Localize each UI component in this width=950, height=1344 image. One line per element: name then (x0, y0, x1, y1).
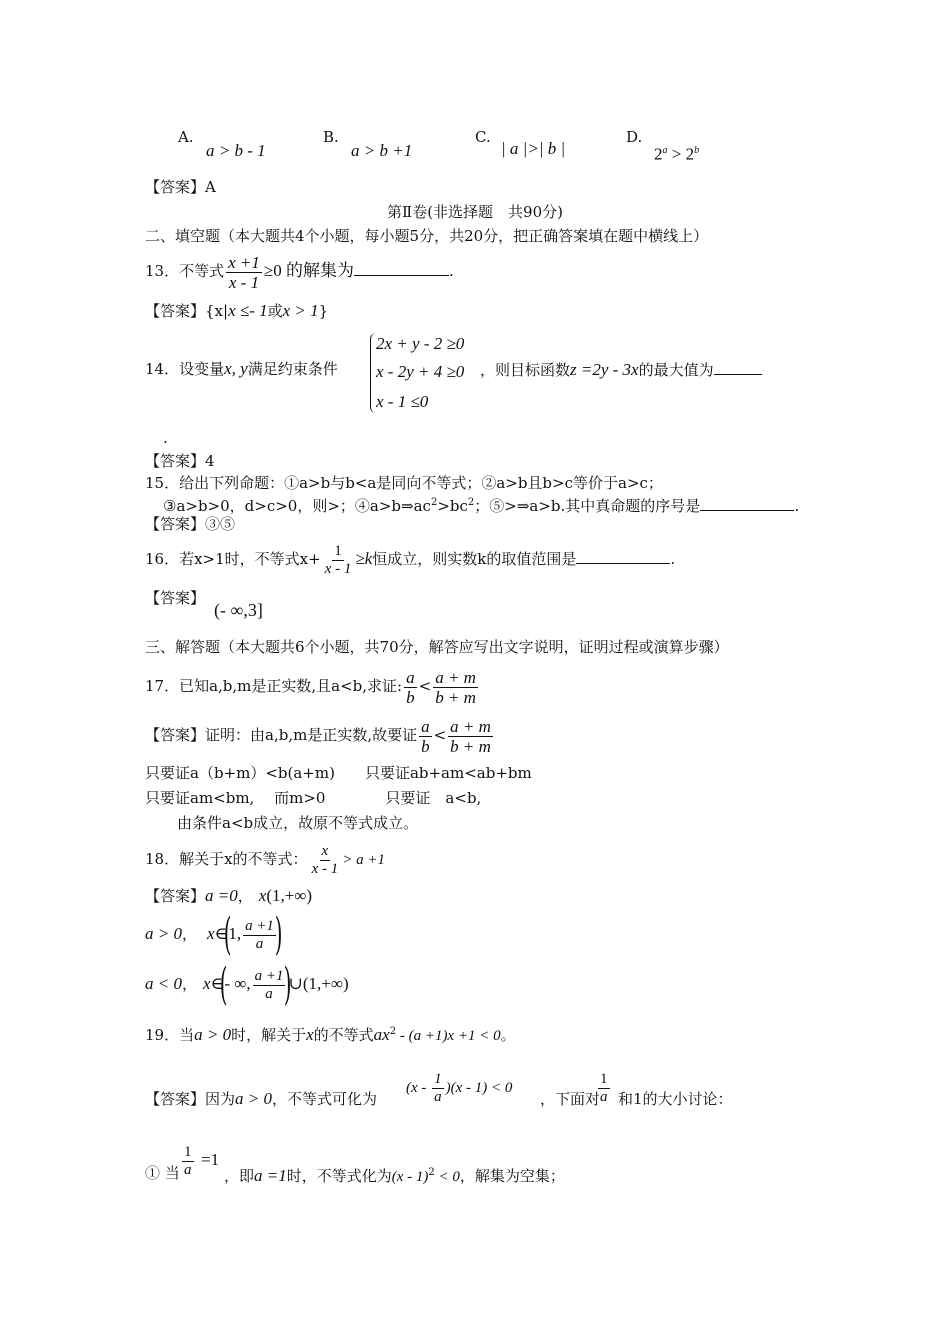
question-18: 18．解关于x的不等式： $\frac{x}{x - 1}$ > a +1 (145, 842, 385, 877)
q19-case1-text: ，即a =1时，不等式化为(x - 1)$^2$ < 0，解集为空集； (224, 1166, 565, 1185)
option-d-expr: $2^a > 2^b$ (654, 144, 700, 164)
q19-next: ，下面对 (540, 1090, 601, 1108)
q17-proof-line3: 只要证am<bm, 而m>0 只要证 a<b, (145, 789, 482, 807)
part-two-title: 第Ⅱ卷(非选择题 共90分) (387, 203, 563, 221)
q17-proof-line2: 只要证a（b+m）<b(a+m) 只要证ab+am<ab+bm (145, 764, 532, 782)
q16-answer-tag: 【答案】 (145, 589, 206, 607)
q19-fraction-1-over-a: $\frac{1}{a}$ (600, 1070, 608, 1105)
question-15-line1: 15．给出下列命题：①a>b与b<a是同向不等式；②a>b且b>c等价于a>c； (145, 474, 663, 492)
section-two-heading: 二、填空题（本大题共4个小题，每小题5分，共20分，把正确答案填在题中横线上） (145, 227, 709, 245)
constraint-2: x - 2y + 4 ≥0 (376, 362, 465, 381)
q13-answer: 【答案】{x|x ≤- 1或x > 1} (145, 301, 329, 320)
q16-answer: (- ∞,3] (214, 600, 263, 620)
option-b-expr: a > b +1 (351, 141, 413, 160)
question-19: 19．当a > 0时，解关于x的不等式$ax^2 - (a +1)x +1 < 0$。 (145, 1025, 516, 1044)
option-a-label: A. (178, 128, 194, 146)
q14-answer: 【答案】4 (145, 452, 215, 470)
option-b-label: B. (323, 128, 339, 146)
q19-discuss: 和1的大小讨论： (618, 1090, 733, 1108)
q19-factored-ineq: (x - $\frac{1}{a}$ )(x - 1) < 0 (406, 1071, 513, 1106)
q18-answer-line3: a < 0， x∈(- ∞, $\frac{a +1}{a}$ )∪(1,+∞) (145, 959, 349, 1010)
answer-blank (576, 548, 670, 564)
constraint-3: x - 1 ≤0 (376, 392, 429, 411)
answer-blank (700, 495, 794, 511)
question-14-tail: ，则目标函数z =2y - 3x的最大值为 (480, 359, 762, 380)
q19-case1-label: ① 当 (145, 1164, 180, 1182)
constraint-1: 2x + y - 2 ≥0 (376, 334, 465, 353)
option-d-label: D. (626, 128, 643, 146)
q17-proof-line4: 由条件a<b成立，故原不等式成立。 (177, 814, 419, 832)
question-14-stem: 14．设变量x, y满足约束条件 (145, 359, 338, 378)
q18-answer-line2: a > 0， x∈(1, $\frac{a +1}{a}$ ) (145, 909, 283, 960)
q17-answer: 【答案】证明：由a,b,m是正实数,故要证 $\frac{a}{b}$ < $\frac{a + m}{b + m}$ (145, 716, 491, 756)
q19-case1-frac: $\frac{1}{a}$ (184, 1143, 192, 1178)
answer-blank (714, 359, 762, 375)
q15-answer: 【答案】③⑤ (145, 515, 236, 533)
question-16: 16．若x>1时，不等式x+ $\frac{1}{x - 1}$ ≥k恒成立，则实数k的取值范围是 . (145, 542, 676, 577)
q18-answer-line1: 【答案】a =0， x(1,+∞) (145, 886, 313, 905)
option-a-expr: a > b - 1 (206, 141, 266, 160)
section-three-heading: 三、解答题（本大题共6个小题，共70分，解答应写出文字说明，证明过程或演算步骤） (145, 638, 729, 656)
q14-dot: . (163, 429, 168, 447)
q19-case1-eq: =1 (201, 1150, 220, 1169)
question-13: 13．不等式 $\frac{x +1}{x - 1}$ ≥0 的解集为 . (145, 252, 454, 292)
answer-blank (354, 260, 449, 276)
q12-answer: 【答案】A (145, 178, 216, 196)
option-c-label: C. (475, 128, 491, 146)
option-c-expr: | a |>| b | (501, 139, 566, 158)
question-15-line2: ③a>b>0，d>c>0，则>；$④a>b\Rightarrow ac^2>bc^2$；⑤>⇒a>b.其中真命题的序号是 . (163, 497, 800, 515)
question-17: 17．已知a,b,m是正实数,且a<b,求证: $\frac{a}{b}$ < $\frac{a + m}{b + m}$ (145, 667, 476, 707)
q19-answer-tag: 【答案】因为a > 0，不等式可化为 (145, 1089, 378, 1108)
